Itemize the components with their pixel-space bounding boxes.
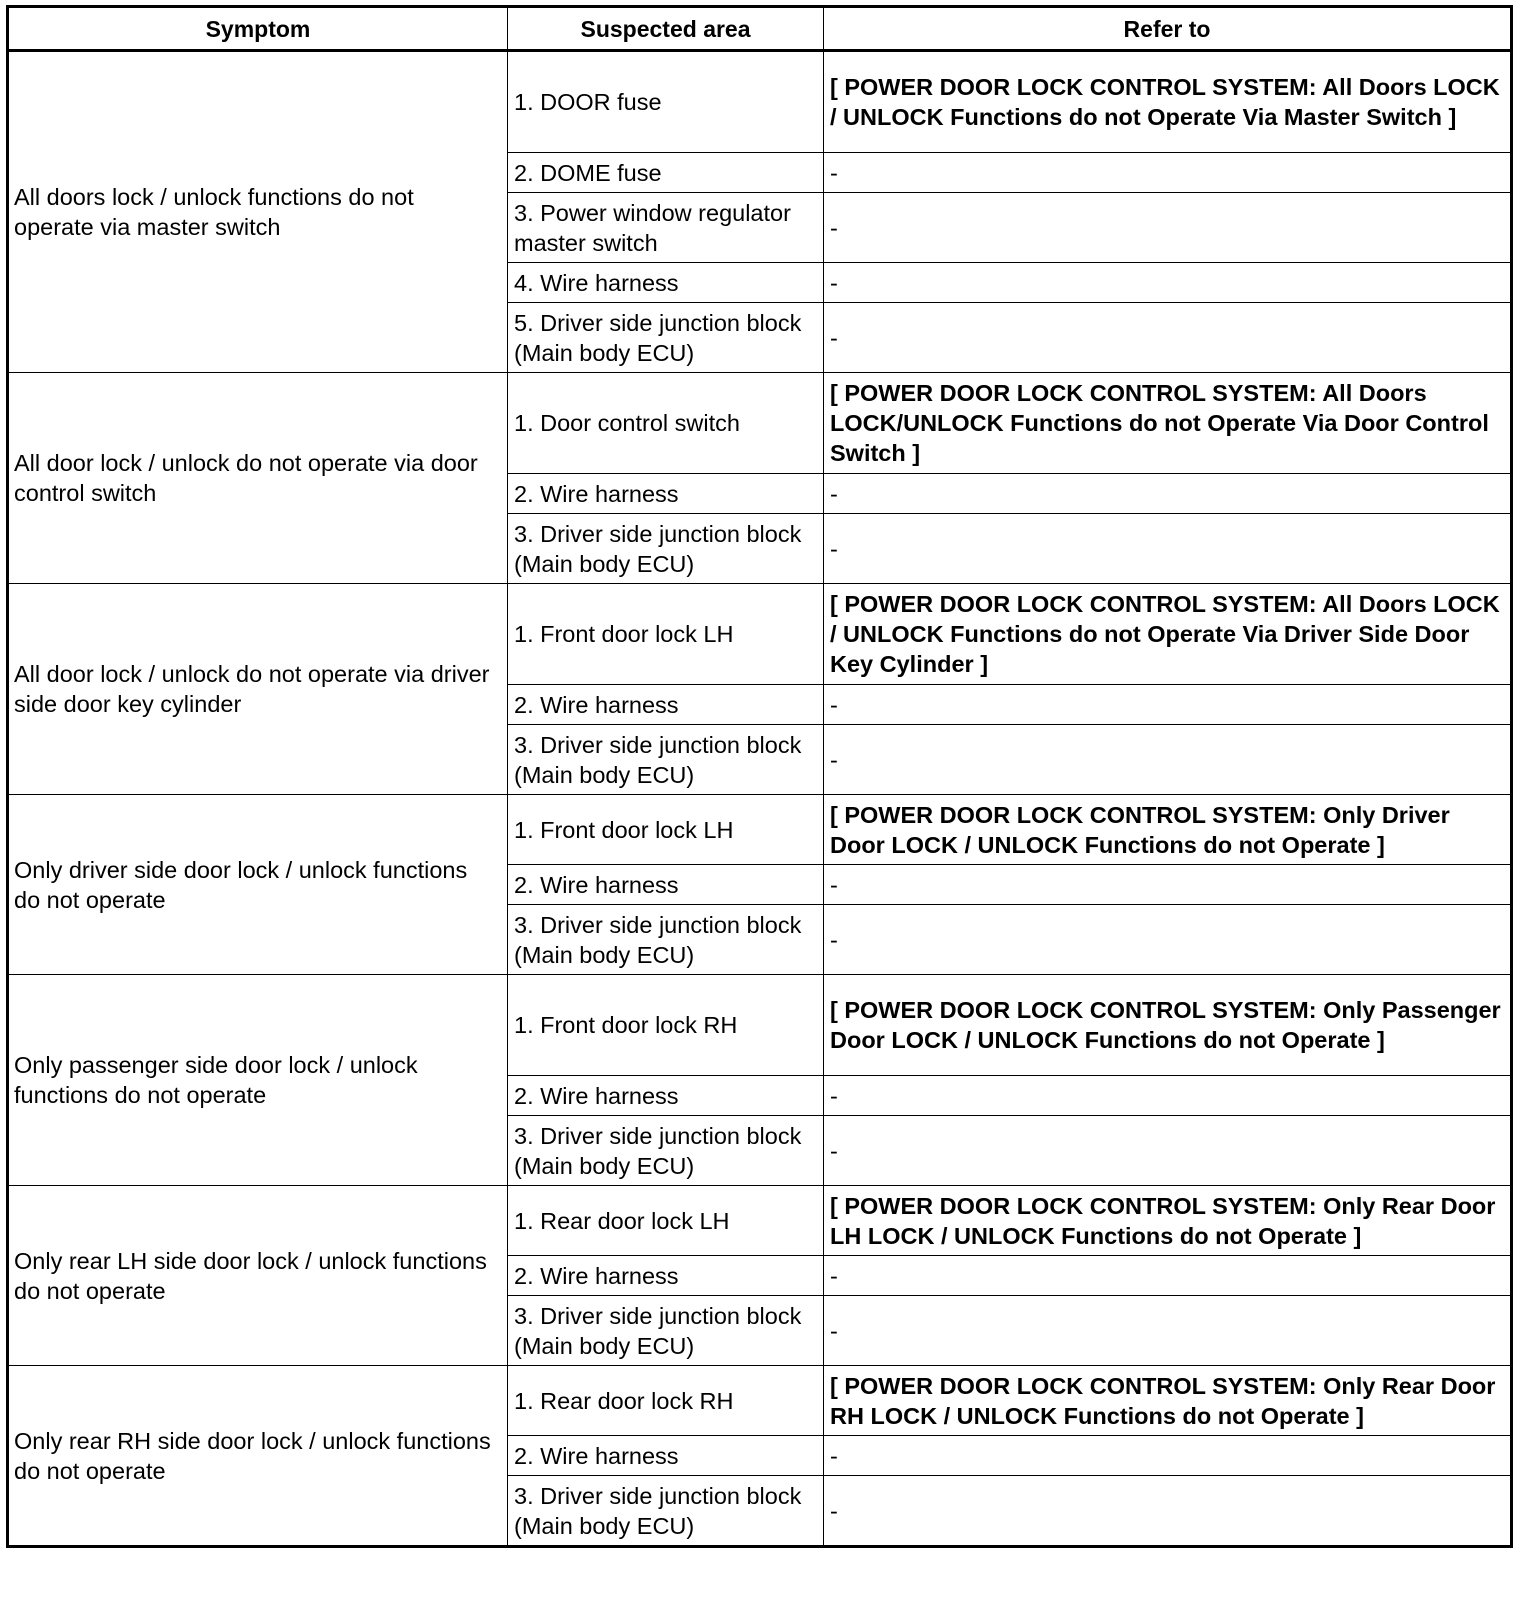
refer-to-cell: - (824, 303, 1512, 373)
problem-symptoms-table (6, 5, 1513, 1548)
symptom-cell: All door lock / unlock do not operate via door control switch (8, 373, 508, 584)
table-row (8, 1366, 1512, 1436)
suspected-area-cell: 1. Rear door lock LH (508, 1186, 824, 1256)
suspected-area-cell: 3. Driver side junction block (Main body ECU) (508, 514, 824, 584)
refer-to-link[interactable]: [ POWER DOOR LOCK CONTROL SYSTEM: All Doors LOCK / UNLOCK Functions do not Operate Via Driver Side Door Key Cylinder ] (824, 584, 1512, 685)
refer-to-cell: - (824, 153, 1512, 193)
suspected-area-cell: 5. Driver side junction block (Main body ECU) (508, 303, 824, 373)
suspected-area-cell: 1. Front door lock RH (508, 975, 824, 1076)
refer-to-cell: - (824, 1076, 1512, 1116)
suspected-area-cell: 1. Rear door lock RH (508, 1366, 824, 1436)
refer-to-link[interactable]: [ POWER DOOR LOCK CONTROL SYSTEM: Only Passenger Door LOCK / UNLOCK Functions do not Operate ] (824, 975, 1512, 1076)
suspected-area-cell: 3. Driver side junction block (Main body ECU) (508, 1116, 824, 1186)
refer-to-cell: - (824, 474, 1512, 514)
refer-to-cell: - (824, 1436, 1512, 1476)
table-row (8, 373, 1512, 474)
table-row (8, 975, 1512, 1076)
refer-to-cell: - (824, 193, 1512, 263)
refer-to-link[interactable]: [ POWER DOOR LOCK CONTROL SYSTEM: Only Rear Door RH LOCK / UNLOCK Functions do not Operate ] (824, 1366, 1512, 1436)
suspected-area-cell: 3. Driver side junction block (Main body ECU) (508, 905, 824, 975)
header-symptom: Symptom (8, 7, 508, 51)
refer-to-cell: - (824, 1296, 1512, 1366)
symptom-cell: Only rear LH side door lock / unlock functions do not operate (8, 1186, 508, 1366)
symptom-cell: Only passenger side door lock / unlock functions do not operate (8, 975, 508, 1186)
header-suspected-area: Suspected area (508, 7, 824, 51)
table-row (8, 584, 1512, 685)
suspected-area-cell: 2. Wire harness (508, 1256, 824, 1296)
table-header-row (8, 7, 1512, 51)
suspected-area-cell: 2. Wire harness (508, 685, 824, 725)
refer-to-cell: - (824, 263, 1512, 303)
symptom-cell: Only rear RH side door lock / unlock functions do not operate (8, 1366, 508, 1547)
suspected-area-cell: 3. Driver side junction block (Main body ECU) (508, 1296, 824, 1366)
document-page (6, 5, 1513, 1548)
suspected-area-cell: 2. Wire harness (508, 865, 824, 905)
suspected-area-cell: 3. Power window regulator master switch (508, 193, 824, 263)
symptom-cell: All door lock / unlock do not operate via driver side door key cylinder (8, 584, 508, 795)
refer-to-cell: - (824, 514, 1512, 584)
suspected-area-cell: 1. DOOR fuse (508, 51, 824, 153)
suspected-area-cell: 1. Front door lock LH (508, 795, 824, 865)
symptom-cell: All doors lock / unlock functions do not operate via master switch (8, 51, 508, 373)
refer-to-cell: - (824, 1256, 1512, 1296)
suspected-area-cell: 2. Wire harness (508, 1436, 824, 1476)
header-refer-to: Refer to (824, 7, 1512, 51)
refer-to-cell: - (824, 865, 1512, 905)
refer-to-cell: - (824, 905, 1512, 975)
refer-to-link[interactable]: [ POWER DOOR LOCK CONTROL SYSTEM: Only Rear Door LH LOCK / UNLOCK Functions do not Operate ] (824, 1186, 1512, 1256)
refer-to-link[interactable]: [ POWER DOOR LOCK CONTROL SYSTEM: Only Driver Door LOCK / UNLOCK Functions do not Operate ] (824, 795, 1512, 865)
table-row (8, 51, 1512, 153)
symptom-cell: Only driver side door lock / unlock functions do not operate (8, 795, 508, 975)
refer-to-link[interactable]: [ POWER DOOR LOCK CONTROL SYSTEM: All Doors LOCK / UNLOCK Functions do not Operate Via Master Switch ] (824, 51, 1512, 153)
refer-to-cell: - (824, 685, 1512, 725)
suspected-area-cell: 1. Door control switch (508, 373, 824, 474)
table-row (8, 795, 1512, 865)
suspected-area-cell: 3. Driver side junction block (Main body ECU) (508, 725, 824, 795)
table-row (8, 1186, 1512, 1256)
refer-to-cell: - (824, 1476, 1512, 1547)
suspected-area-cell: 4. Wire harness (508, 263, 824, 303)
refer-to-cell: - (824, 1116, 1512, 1186)
refer-to-cell: - (824, 725, 1512, 795)
suspected-area-cell: 2. DOME fuse (508, 153, 824, 193)
refer-to-link[interactable]: [ POWER DOOR LOCK CONTROL SYSTEM: All Doors LOCK/UNLOCK Functions do not Operate Via Door Control Switch ] (824, 373, 1512, 474)
suspected-area-cell: 3. Driver side junction block (Main body ECU) (508, 1476, 824, 1547)
suspected-area-cell: 1. Front door lock LH (508, 584, 824, 685)
suspected-area-cell: 2. Wire harness (508, 1076, 824, 1116)
suspected-area-cell: 2. Wire harness (508, 474, 824, 514)
